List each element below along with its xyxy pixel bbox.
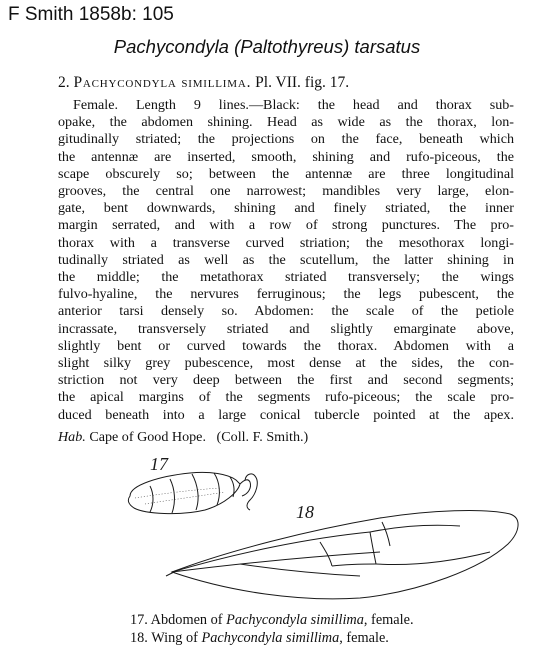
plate-figure — [120, 452, 530, 602]
species-description — [58, 97, 514, 424]
caption-18-suffix: , female. — [339, 630, 389, 646]
description-line: incrassate, transversely striated and slightly emarginate above, — [58, 320, 514, 337]
caption-17-text: Abdomen of — [150, 612, 223, 628]
caption-figure-18 — [130, 630, 389, 647]
species-name: Pachycondyla simillima. — [73, 74, 252, 91]
caption-figure-17 — [130, 612, 414, 629]
description-line: tudinally striated as well as the scutellum, the latter shining in — [58, 251, 514, 268]
caption-18-number: 18. — [130, 630, 148, 646]
description-line: the apical margins of the segments rufo-piceous; the scale pro- — [58, 389, 514, 406]
description-line: anterior tarsi densely so. Abdomen: the scale of the petiole — [58, 303, 514, 320]
habitat-collection: (Coll. F. Smith.) — [216, 429, 309, 445]
description-line: striction not very deep between the first and second segments; — [58, 372, 514, 389]
figure-drawing — [120, 452, 530, 602]
species-number: 2. — [58, 74, 70, 91]
caption-18-species: Pachycondyla simillima — [201, 630, 340, 646]
reference-header: F Smith 1858b: 105 — [8, 4, 174, 25]
species-heading — [58, 74, 349, 92]
caption-17-species: Pachycondyla simillima — [226, 612, 364, 628]
description-line: grooves, the central one narrowest; mandibles very large, elon- — [58, 183, 514, 200]
description-line: scape obscurely so; between the antennæ are three longitudinal — [58, 165, 514, 182]
figure-label-18: 18 — [296, 502, 314, 522]
description-line: thorax with a transverse curved striation; the mesothorax longi- — [58, 234, 514, 251]
abdomen-drawing — [128, 454, 257, 514]
description-line: margin serrated, and with a row of strong punctures. The pro- — [58, 217, 514, 234]
description-line: Female. Length 9 lines.—Black: the head and thorax sub- — [73, 97, 514, 113]
figure-label-17: 17 — [150, 454, 168, 474]
description-line: slight silky grey pubescence, most dense at the sides, the con- — [58, 355, 514, 372]
taxon-header: Pachycondyla (Paltothyreus) tarsatus — [113, 36, 421, 57]
description-line: slightly bent or curved towards the thorax. Abdomen with a — [58, 337, 514, 354]
caption-17-suffix: , female. — [363, 612, 414, 628]
caption-17-number: 17. — [130, 612, 148, 628]
wing-drawing — [166, 502, 518, 599]
plate-reference: Pl. VII. fig. 17. — [255, 74, 350, 91]
habitat-label: Hab. — [58, 429, 86, 445]
description-line: the antennæ are inserted, smooth, shining and rufo-piceous, the — [58, 148, 514, 165]
description-line: opake, the abdomen shining. Head as wide as the thorax, lon- — [58, 114, 514, 131]
description-line: the middle; the metathorax striated transversely; the wings — [58, 269, 514, 286]
caption-18-text: Wing of — [151, 630, 198, 646]
description-line: gate, bent downwards, shining and finely striated, the inner — [58, 200, 514, 217]
description-line: gitudinally striated; the projections on the face, beneath which — [58, 131, 514, 148]
description-line: duced beneath into a large conical tubercle pointed at the apex. — [58, 406, 514, 423]
habitat-locality: Cape of Good Hope. — [89, 429, 206, 445]
description-line: fulvo-hyaline, the nervures ferruginous; the legs pubescent, the — [58, 286, 514, 303]
habitat-line — [58, 429, 308, 446]
